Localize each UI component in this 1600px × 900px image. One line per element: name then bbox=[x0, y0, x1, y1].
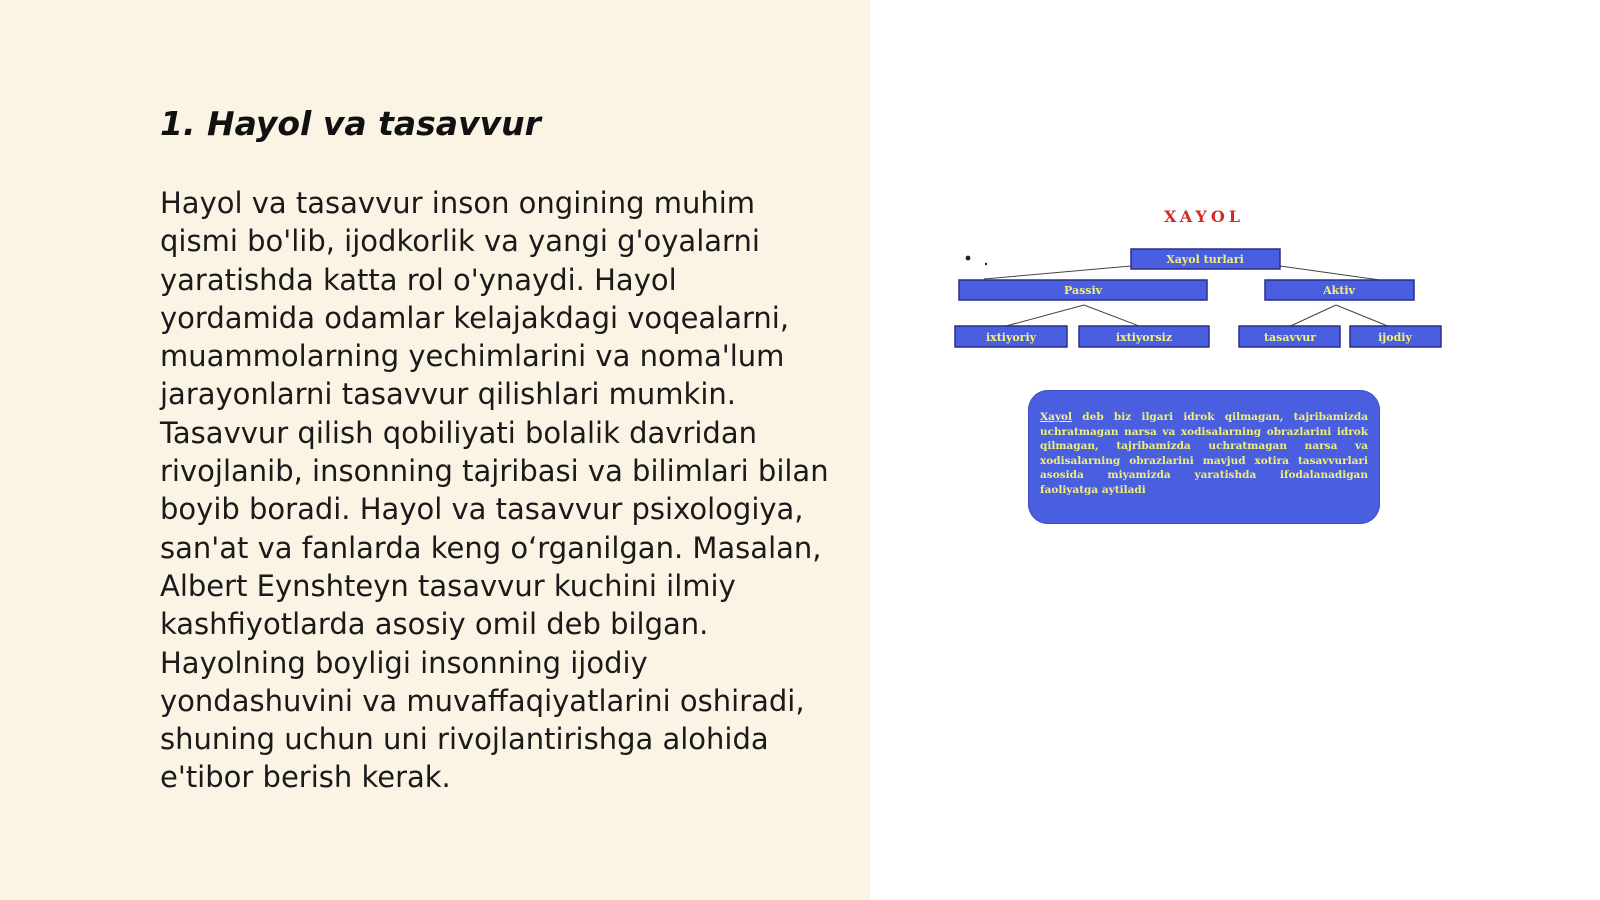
leaf-label: tasavvur bbox=[1263, 331, 1317, 344]
bullet-dot bbox=[985, 263, 987, 265]
root-label: Xayol turlari bbox=[1166, 253, 1244, 266]
definition-text bbox=[1040, 410, 1368, 498]
branch-label-aktiv: Aktiv bbox=[1323, 284, 1355, 297]
branch-label-passiv: Passiv bbox=[1063, 284, 1103, 297]
connector-line bbox=[984, 266, 1131, 279]
definition-highlight: Xayol bbox=[1040, 411, 1073, 423]
slide-title: 1. Hayol va tasavvur bbox=[160, 104, 541, 143]
connector-line bbox=[1280, 266, 1380, 280]
bullet-dot bbox=[966, 256, 971, 261]
definition-box bbox=[1028, 390, 1380, 524]
leaf-label: ixtiyoriy bbox=[985, 331, 1037, 344]
definition-body: deb biz ilgari idrok qilmagan, tajribamizda uchratmagan narsa va xodisalarning obrazlarini idrok qilmagan, tajribamizda uchratmagan narsa va xodisalarning obrazlarini mavjud xotira tasavvurlari asosida miyamizda yaratishda ifodalanadigan faoliyatga aytiladi bbox=[1040, 411, 1368, 496]
leaf-label: ijodiy bbox=[1378, 331, 1412, 344]
leaf-label: ixtiyorsiz bbox=[1115, 331, 1173, 344]
diagram-heading: XAYOL bbox=[1163, 207, 1245, 226]
slide-body-text: Hayol va tasavvur inson ongining muhim qismi bo'lib, ijodkorlik va yangi g'oyalarni yaratishda katta rol o'ynaydi. Hayol yordamida odamlar kelajakdagi voqealarni, muammolarning yechimlarini va noma'lum jarayonlarni tasavvur qilishlari mumkin. Tasavvur qilish qobiliyati bolalik davridan rivojlanib, insonning tajribasi va bilimlari bilan boyib boradi. Hayol va tasavvur psixologiya, san'at va fanlarda keng o‘rganilgan. Masalan, Albert Eynshteyn tasavvur kuchini ilmiy kashfiyotlarda asosiy omil deb bilgan. Hayolning boyligi insonning ijodiy yondashuvini va muvaffaqiyatlarini oshiradi, shuning uchun uni rivojlantirishga alohida e'tibor berish kerak. bbox=[160, 186, 829, 795]
